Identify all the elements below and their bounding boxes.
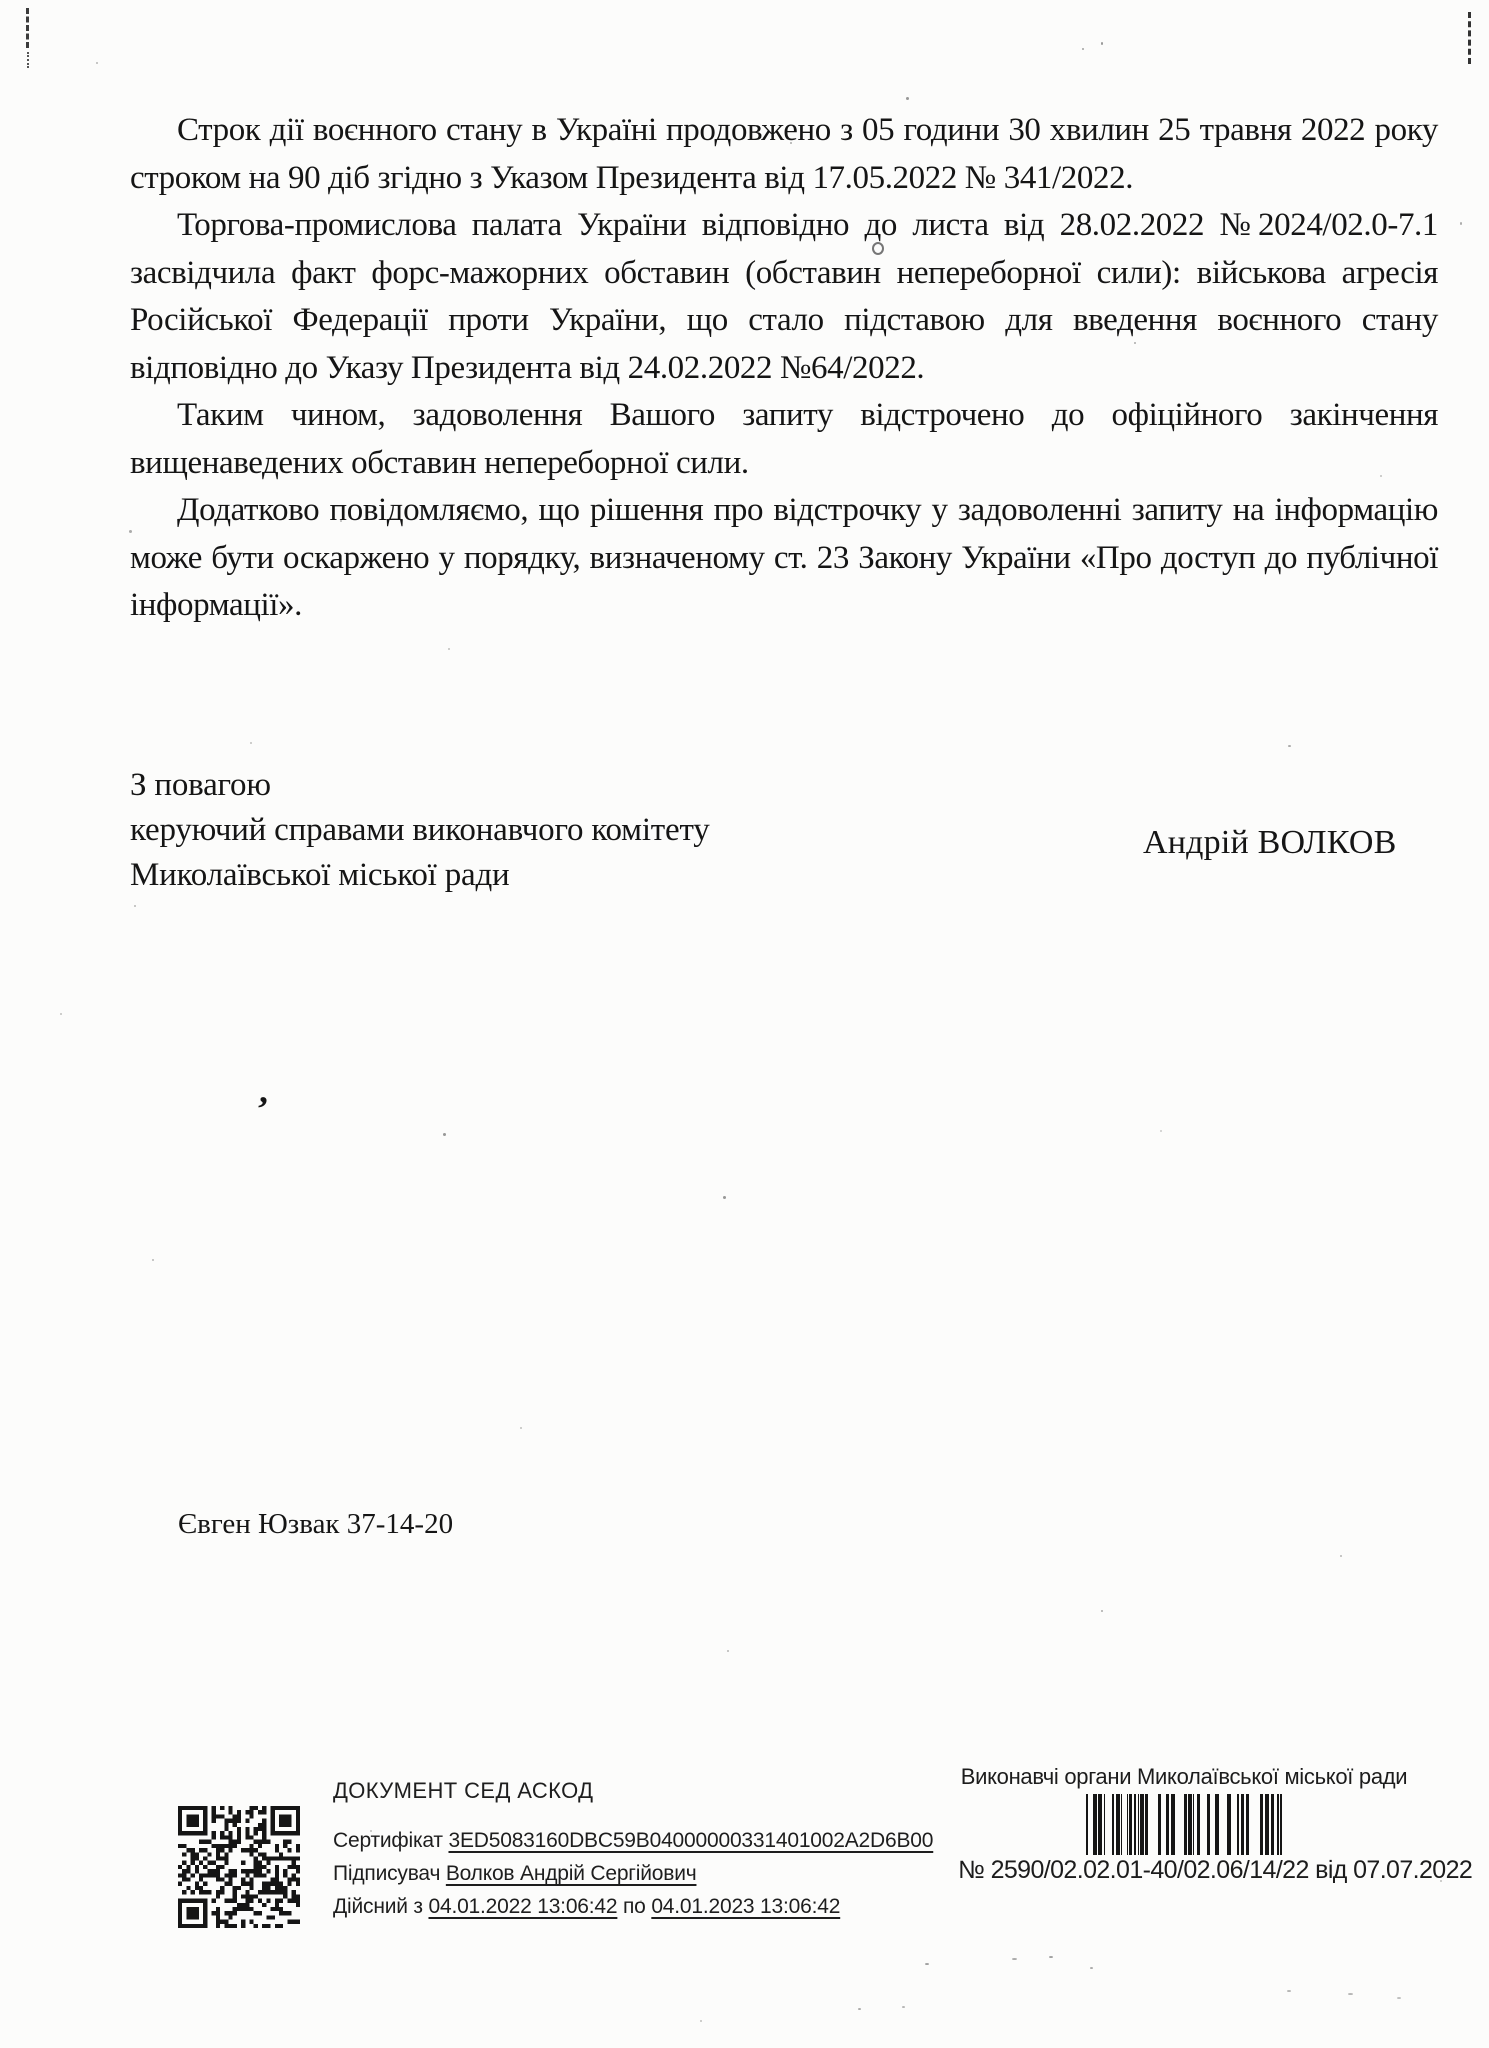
scan-artifact-top-right (1468, 12, 1471, 64)
certificate-value: 3ED5083160DBC59B04000000331401002A2D6B00 (448, 1829, 934, 1852)
certificate-label: Сертифікат (333, 1829, 443, 1852)
registration-stamp-block (958, 1764, 1473, 1885)
body-paragraph-1: Строк дії воєнного стану в Україні продовжено з 05 години 30 хвилин 25 травня 2022 року строком на 90 діб згідно з Указом Президента від 17.05.2022 № 341/2022. (130, 112, 1438, 196)
executor-reference: Євген Юзвак 37-14-20 (178, 1508, 454, 1540)
body-paragraph-4: Додатково повідомляємо, що рішення про відстрочку у задоволенні запиту на інформацію може бути оскаржено у порядку, визначеному ст. 23 Закону України «Про доступ до публічної інформації». (130, 492, 1438, 623)
scan-artifact-pen-mark: ʼ (253, 1088, 271, 1130)
barcode-icon (1086, 1794, 1282, 1855)
signer-title-line-2: Миколаївської міської ради (130, 857, 510, 893)
validity-separator: по (623, 1895, 646, 1918)
letter-body (130, 107, 1438, 630)
certificate-row (333, 1824, 933, 1857)
valid-from-value: 04.01.2022 13:06:42 (428, 1895, 618, 1918)
signer-name: Андрій ВОЛКОВ (1143, 824, 1397, 861)
signatory-row (333, 1857, 933, 1890)
closing-salutation: З повагою (130, 767, 271, 803)
body-paragraph-3: Таким чином, задоволення Вашого запиту відстрочено до офіційного закінчення вищенаведених обставин непереборної сили. (130, 397, 1438, 481)
signer-title-line-1: керуючий справами виконавчого комітету (130, 812, 710, 848)
validity-label: Дійсний з (333, 1895, 423, 1918)
scan-artifact-top-left-dots (27, 52, 29, 68)
body-paragraph-2: Торгова-промислова палата України відповідно до листа від 28.02.2022 №2024/02.0-7.1 засвідчила факт форс-мажорних обставин (обставин непереборної сили): військова агресія Російської Федерації проти України, що стало підставою для введення воєнного стану відповідно до Указу Президента від 24.02.2022 №64/2022. (130, 207, 1438, 386)
signatory-label: Підписувач (333, 1862, 441, 1885)
closing-block (130, 763, 710, 898)
qr-code-icon (178, 1806, 300, 1928)
validity-row (333, 1890, 933, 1923)
scan-artifact-top-left (26, 8, 29, 48)
registration-number: № 2590/02.02.01-40/02.06/14/22 від 07.07.2022 (958, 1856, 1473, 1884)
org-name: Виконавчі органи Миколаївської міської ради (960, 1764, 1408, 1789)
sed-askod-label: ДОКУМЕНТ СЕД АСКОД (333, 1778, 594, 1803)
valid-to-value: 04.01.2023 13:06:42 (651, 1895, 841, 1918)
scan-artifact-ring (872, 242, 884, 255)
signatory-value: Волков Андрій Сергійович (445, 1862, 697, 1885)
signature-stamp-block (333, 1778, 933, 1923)
